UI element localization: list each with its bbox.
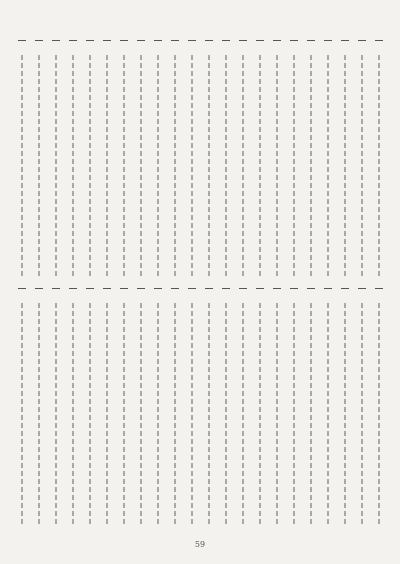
speaker-label <box>222 40 230 51</box>
column-text <box>85 55 94 278</box>
speaker-label <box>341 288 349 299</box>
speaker-label <box>52 40 60 51</box>
column-text <box>187 303 196 526</box>
column-text <box>272 303 281 526</box>
text-column <box>254 40 265 278</box>
speaker-label <box>35 288 43 299</box>
column-text <box>51 55 60 278</box>
speaker-label <box>86 288 94 299</box>
speaker-label <box>137 288 145 299</box>
text-column <box>186 288 197 526</box>
text-column <box>237 40 248 278</box>
text-column <box>305 288 316 526</box>
text-column <box>373 288 384 526</box>
speaker-label <box>171 40 179 51</box>
text-column <box>339 40 350 278</box>
column-text <box>51 303 60 526</box>
speaker-label <box>86 40 94 51</box>
text-column <box>288 288 299 526</box>
column-text <box>340 55 349 278</box>
text-column <box>373 40 384 278</box>
text-column <box>322 40 333 278</box>
text-column <box>16 40 27 278</box>
speaker-label <box>35 40 43 51</box>
column-text <box>238 55 247 278</box>
text-column <box>135 40 146 278</box>
text-column <box>135 288 146 526</box>
column-text <box>204 55 213 278</box>
column-text <box>34 303 43 526</box>
text-column <box>288 40 299 278</box>
speaker-label <box>341 40 349 51</box>
speaker-label <box>375 288 383 299</box>
column-text <box>136 303 145 526</box>
speaker-label <box>239 288 247 299</box>
column-text <box>136 55 145 278</box>
column-text <box>170 303 179 526</box>
speaker-label <box>154 40 162 51</box>
speaker-label <box>239 40 247 51</box>
text-column <box>16 288 27 526</box>
text-column <box>50 40 61 278</box>
text-column <box>152 40 163 278</box>
speaker-label <box>188 288 196 299</box>
page-number: 59 <box>194 540 206 549</box>
speaker-label <box>307 40 315 51</box>
text-column <box>118 288 129 526</box>
column-text <box>187 55 196 278</box>
upper-text-tier <box>16 40 384 278</box>
column-text <box>170 55 179 278</box>
column-text <box>357 303 366 526</box>
column-text <box>119 55 128 278</box>
speaker-label <box>256 288 264 299</box>
text-column <box>67 40 78 278</box>
text-column <box>169 288 180 526</box>
column-text <box>272 55 281 278</box>
column-text <box>306 55 315 278</box>
text-column <box>186 40 197 278</box>
column-text <box>221 55 230 278</box>
speaker-label <box>273 40 281 51</box>
speaker-label <box>290 288 298 299</box>
column-text <box>374 303 383 526</box>
text-column <box>101 40 112 278</box>
column-text <box>153 303 162 526</box>
speaker-label <box>120 288 128 299</box>
speaker-label <box>358 40 366 51</box>
text-column <box>101 288 112 526</box>
column-text <box>323 303 332 526</box>
speaker-label <box>375 40 383 51</box>
column-text <box>289 303 298 526</box>
speaker-label <box>324 288 332 299</box>
column-text <box>323 55 332 278</box>
column-text <box>289 55 298 278</box>
speaker-label <box>171 288 179 299</box>
speaker-label <box>324 40 332 51</box>
column-text <box>68 55 77 278</box>
speaker-label <box>154 288 162 299</box>
speaker-label <box>205 40 213 51</box>
text-column <box>271 288 282 526</box>
column-text <box>85 303 94 526</box>
text-column <box>169 40 180 278</box>
text-column <box>203 288 214 526</box>
speaker-label <box>256 40 264 51</box>
text-column <box>84 40 95 278</box>
text-column <box>356 288 367 526</box>
column-text <box>17 55 26 278</box>
text-column <box>339 288 350 526</box>
text-column <box>254 288 265 526</box>
speaker-label <box>120 40 128 51</box>
speaker-label <box>273 288 281 299</box>
speaker-label <box>69 288 77 299</box>
speaker-label <box>188 40 196 51</box>
column-text <box>255 55 264 278</box>
speaker-label <box>52 288 60 299</box>
column-text <box>68 303 77 526</box>
speaker-label <box>358 288 366 299</box>
column-text <box>153 55 162 278</box>
lower-text-tier <box>16 288 384 526</box>
speaker-label <box>18 40 26 51</box>
column-text <box>374 55 383 278</box>
text-column <box>84 288 95 526</box>
speaker-label <box>290 40 298 51</box>
column-text <box>102 55 111 278</box>
speaker-label <box>205 288 213 299</box>
text-column <box>322 288 333 526</box>
column-text <box>255 303 264 526</box>
text-column <box>50 288 61 526</box>
speaker-label <box>307 288 315 299</box>
text-column <box>118 40 129 278</box>
speaker-label <box>69 40 77 51</box>
column-text <box>34 55 43 278</box>
text-column <box>33 40 44 278</box>
column-text <box>17 303 26 526</box>
speaker-label <box>137 40 145 51</box>
text-column <box>220 40 231 278</box>
text-column <box>305 40 316 278</box>
column-text <box>204 303 213 526</box>
speaker-label <box>18 288 26 299</box>
column-text <box>357 55 366 278</box>
column-text <box>102 303 111 526</box>
text-column <box>220 288 231 526</box>
column-text <box>340 303 349 526</box>
column-text <box>306 303 315 526</box>
text-column <box>67 288 78 526</box>
text-column <box>33 288 44 526</box>
speaker-label <box>222 288 230 299</box>
text-column <box>152 288 163 526</box>
speaker-label <box>103 40 111 51</box>
text-column <box>356 40 367 278</box>
text-column <box>237 288 248 526</box>
text-column <box>271 40 282 278</box>
speaker-label <box>103 288 111 299</box>
column-text <box>221 303 230 526</box>
column-text <box>238 303 247 526</box>
column-text <box>119 303 128 526</box>
text-column <box>203 40 214 278</box>
